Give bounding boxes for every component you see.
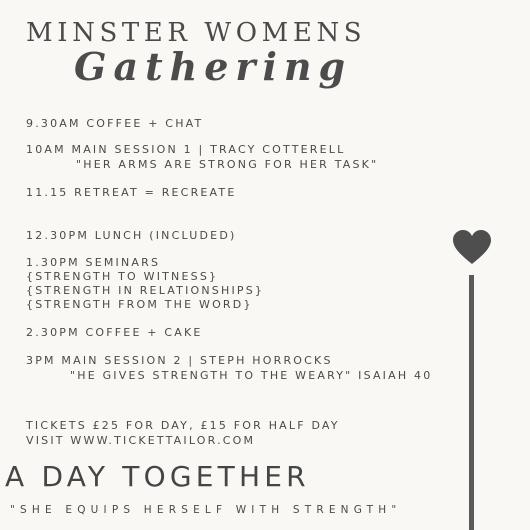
ticket-website[interactable]: VISIT WWW.TICKETTAILOR.COM: [26, 434, 256, 447]
schedule-item-session2: 3PM MAIN SESSION 2 | STEPH HORROCKS: [26, 354, 333, 367]
page-title: MINSTER WOMENS: [26, 18, 367, 48]
schedule-item-lunch: 12.30PM LUNCH (INCLUDED): [26, 229, 237, 242]
schedule-item-seminars: 1.30PM SEMINARS: [26, 256, 161, 269]
footer-quote: "SHE EQUIPS HERSELF WITH STRENGTH": [10, 504, 402, 516]
decorative-pole: [469, 275, 474, 530]
seminar-relationships: {STRENGTH IN RELATIONSHIPS}: [26, 284, 265, 297]
schedule-item-session2-quote: "HE GIVES STRENGTH TO THE WEARY" ISAIAH 40: [70, 369, 433, 382]
heart-icon: [453, 230, 491, 270]
schedule-item-cake: 2.30PM COFFEE + CAKE: [26, 326, 203, 339]
seminar-witness: {STRENGTH TO WITNESS}: [26, 270, 219, 283]
schedule-item-retreat: 11.15 RETREAT = RECREATE: [26, 186, 237, 199]
schedule-item-coffee: 9.30AM COFFEE + CHAT: [26, 117, 204, 130]
schedule-item-session1: 10AM MAIN SESSION 1 | TRACY COTTERELL: [26, 143, 346, 156]
tagline: A DAY TOGETHER: [5, 460, 310, 493]
schedule-item-session1-quote: "HER ARMS ARE STRONG FOR HER TASK": [76, 158, 379, 171]
seminar-word: {STRENGTH FROM THE WORD}: [26, 298, 253, 311]
ticket-prices: TICKETS £25 FOR DAY, £15 FOR HALF DAY: [26, 419, 340, 432]
page-subtitle: Gathering: [74, 44, 353, 89]
